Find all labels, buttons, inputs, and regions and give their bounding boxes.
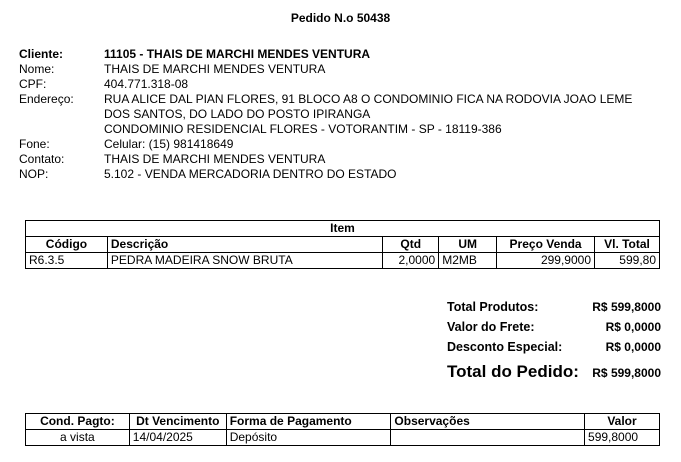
- items-group-header-row: [26, 221, 660, 237]
- name-label: Nome:: [19, 62, 55, 76]
- name-row: [19, 62, 669, 77]
- name-value: THAIS DE MARCHI MENDES VENTURA: [104, 62, 326, 76]
- total-pedido-value: R$ 599,8000: [592, 366, 661, 380]
- payment-cond: a vista: [26, 430, 130, 446]
- item-um: M2MB: [439, 253, 497, 269]
- contact-value: THAIS DE MARCHI MENDES VENTURA: [104, 152, 326, 166]
- payment-value: 599,8000: [585, 430, 660, 446]
- client-row: [19, 47, 669, 62]
- payment-table: [25, 413, 660, 446]
- col-header-dt-vencimento: Dt Vencimento: [129, 414, 226, 430]
- address-row: [19, 92, 669, 137]
- client-info: [19, 47, 669, 182]
- item-qtd: 2,0000: [383, 253, 439, 269]
- cpf-row: [19, 77, 669, 92]
- col-header-cond-pagto: Cond. Pagto:: [26, 414, 130, 430]
- col-header-forma-pagamento: Forma de Pagamento: [226, 414, 391, 430]
- total-produtos-value: R$ 599,8000: [592, 300, 661, 314]
- cpf-label: CPF:: [19, 77, 47, 91]
- col-header-observacoes: Observações: [391, 414, 585, 430]
- page-title: Pedido N.o 50438: [290, 11, 391, 25]
- items-header-row: [26, 237, 660, 253]
- payment-date: 14/04/2025: [129, 430, 226, 446]
- contact-row: [19, 152, 669, 167]
- nop-value: 5.102 - VENDA MERCADORIA DENTRO DO ESTADO: [104, 167, 397, 181]
- table-row: [26, 430, 660, 446]
- client-label: Cliente:: [19, 47, 64, 61]
- item-codigo: R6.3.5: [26, 253, 108, 269]
- frete-value: R$ 0,0000: [605, 320, 661, 334]
- contact-label: Contato:: [19, 152, 65, 166]
- payment-header-row: [26, 414, 660, 430]
- payment-notes: [391, 430, 585, 446]
- address-line-2: DOS SANTOS, DO LADO DO POSTO IPIRANGA: [104, 107, 371, 121]
- phone-row: [19, 137, 669, 152]
- desconto-row: [447, 340, 661, 360]
- total-produtos-row: [447, 300, 661, 320]
- items-group-header: Item: [26, 221, 660, 237]
- desconto-value: R$ 0,0000: [605, 340, 661, 354]
- payment-method: Depósito: [226, 430, 391, 446]
- item-preco: 299,9000: [497, 253, 595, 269]
- col-header-preco: Preço Venda: [497, 237, 595, 253]
- nop-row: [19, 167, 669, 182]
- item-total: 599,80: [595, 253, 660, 269]
- col-header-um: UM: [439, 237, 497, 253]
- frete-row: [447, 320, 661, 340]
- address-value: [104, 92, 669, 137]
- table-row: [26, 253, 660, 269]
- col-header-total: Vl. Total: [595, 237, 660, 253]
- phone-label: Fone:: [19, 137, 50, 151]
- item-descricao: PEDRA MADEIRA SNOW BRUTA: [107, 253, 382, 269]
- col-header-descricao: Descrição: [107, 237, 382, 253]
- address-line-3: CONDOMINIO RESIDENCIAL FLORES - VOTORANTIM - SP - 18119-386: [104, 122, 502, 136]
- desconto-label: Desconto Especial:: [447, 340, 563, 354]
- totals-block: [447, 300, 661, 386]
- total-pedido-label: Total do Pedido:: [447, 362, 579, 381]
- nop-label: NOP:: [19, 167, 49, 181]
- frete-label: Valor do Frete:: [447, 320, 535, 334]
- items-table: [25, 220, 660, 269]
- col-header-codigo: Código: [26, 237, 108, 253]
- total-produtos-label: Total Produtos:: [447, 300, 539, 314]
- col-header-valor: Valor: [585, 414, 660, 430]
- address-label: Endereço:: [19, 92, 74, 106]
- cpf-value: 404.771.318-08: [104, 77, 189, 91]
- phone-value: Celular: (15) 981418649: [104, 137, 234, 151]
- client-value: 11105 - THAIS DE MARCHI MENDES VENTURA: [104, 47, 371, 61]
- address-line-1: RUA ALICE DAL PIAN FLORES, 91 BLOCO A8 O CONDOMINIO FICA NA RODOVIA JOAO LEME: [104, 92, 633, 106]
- col-header-qtd: Qtd: [383, 237, 439, 253]
- total-pedido-row: [447, 362, 661, 386]
